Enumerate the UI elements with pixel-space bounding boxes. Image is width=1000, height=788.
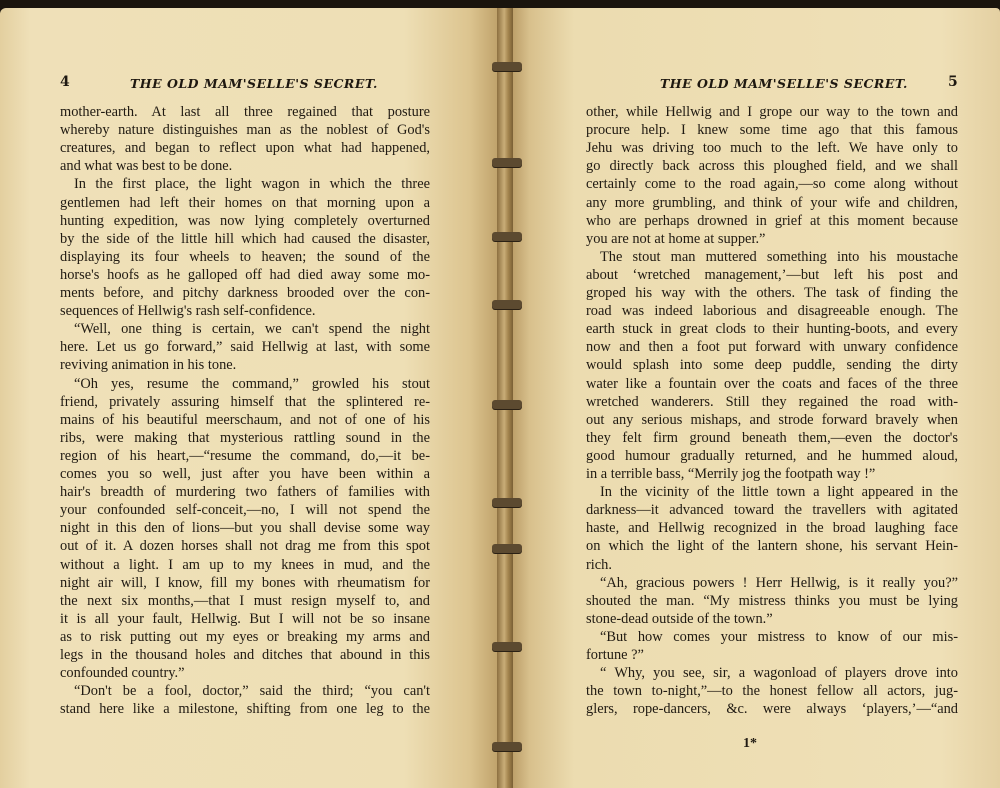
text-line: the town to-night,”—to the honest fellow all actors, jug- [586,683,958,700]
text-line: night air will, I know, fill my bones with rheumatism for [60,574,430,591]
text-line: In the first place, the light wagon in which the three [74,176,430,193]
text-line: out any serious mishaps, and strode forward bravely when [586,411,958,428]
binding-stitch [492,300,522,309]
binding-stitch [492,62,522,71]
text-line: now and then a foot put forward with unwary confidence [586,339,958,356]
text-line: gentlemen had left their homes on that morning upon a [60,194,430,211]
text-line: Jehu was driving too much to the left. We have only to [586,140,958,157]
text-line: “Oh yes, resume the command,” growled his stout [74,375,430,392]
text-line: reviving animation in his tone. [60,357,237,374]
text-line: stone-dead outside of the town.” [586,610,773,627]
text-line: “Ah, gracious powers ! Herr Hellwig, is it really you?” [600,574,958,591]
text-line: out of it. A dozen horses shall not drag me from this spot [60,538,430,555]
text-line: sequences of Hellwig's rash self-confidence. [60,303,316,320]
left-page-number: 4 [60,74,70,90]
text-line: wretched wanderers. Still they regained the road with- [586,393,958,410]
text-line: fortune ?” [586,647,644,663]
text-line: friend, privately assuring himself that the splintered re- [60,393,430,410]
text-line: good humour gradually returned, and he hummed aloud, [586,447,958,464]
text-line: legs in the thousand holes and ditches that abound in this [60,647,430,663]
left-running-head: THE OLD MAM'SELLE'S SECRET. [130,76,378,91]
text-line: as to risk putting out my eyes or breaking my arms and [60,628,430,645]
text-line: region of his heart,—“resume the command, do,—it be- [60,447,430,464]
text-line: night in this den of lions—but you shall devise some way [60,520,430,537]
text-line: creatures, and began to reflect upon what had happened, [60,140,430,157]
text-line: rich. [586,556,612,573]
text-line: water like a fountain over the coats and faces of the three [586,375,958,392]
signature-mark: 1* [743,736,757,751]
text-line: mains of his beautiful meerschaum, and not of one of his [60,411,430,428]
text-line: the next six months,—that I must resign myself to, and [60,592,430,609]
text-line: and what was best to be done. [60,158,233,175]
text-line: here. Let us go forward,” said Hellwig at last, with some [60,339,430,356]
text-line: mother-earth. At last all three regained that posture [60,104,430,120]
right-page-number: 5 [948,74,958,90]
text-line: in a terrible bass, “Merrily jog the footpath way !” [586,466,876,482]
text-line: ribs, were making that mysterious rattling sound in the [60,429,430,446]
text-line: “ Why, you see, sir, a wagonload of players drove into [600,665,958,682]
text-line: In the vicinity of the little town a light appeared in the [600,484,958,501]
binding-stitch [492,400,522,409]
text-line: about ‘wretched management,’—but left his post and [586,266,958,283]
text-line: road was indeed laborious and disagreeable enough. The [586,303,958,320]
text-line: who are perhaps drowned in grief at this moment because [586,212,958,229]
right-running-head: THE OLD MAM'SELLE'S SECRET. [660,76,908,91]
text-line: earth stuck in great clods to their hunting-boots, and every [586,321,958,338]
text-line: by the side of the little hill which had caused the disaster, [60,230,430,247]
binding-stitch [492,642,522,651]
text-line: darkness—it advanced toward the travellers with agitated [586,502,958,519]
text-line: confounded country.” [60,665,185,682]
text-line: groped his way with the others. The task of finding the [586,285,958,301]
text-line: other, while Hellwig and I grope our way to the town and [586,104,958,120]
text-line: you are not at home at supper.” [586,230,766,247]
text-line: “Don't be a fool, doctor,” said the third; “you can't [74,683,430,700]
binding-stitch [492,544,522,553]
text-line: hair's breadth of murdering two fathers of families with [60,484,430,501]
text-line: shouted the man. “My mistress thinks you must be lying [586,592,958,609]
text-line: without a light. I am up to my knees in mud, and the [60,556,430,573]
text-line: stand here like a milestone, shifting from one leg to the [60,701,430,718]
text-line: procure help. I knew some time ago that this famous [586,122,958,139]
text-line: ments before, and pitchy darkness brooded over the con- [60,285,430,301]
text-line: hunting expedition, was now lying completely overturned [60,212,430,229]
text-line: displaying its four wheels to heaven; the sound of the [60,248,430,265]
binding-stitch [492,498,522,507]
text-line: they felt firm ground beneath them,—even the doctor's [586,429,958,446]
text-line: certainly come to the road again,—so come along without [586,176,958,193]
text-line: on which the light of the lantern shone, his servant Hein- [586,538,958,555]
text-line: your confounded self-conceit,—no, I will not spend the [60,502,430,519]
text-line: The stout man muttered something into his moustache [600,248,958,265]
text-line: glers, rope-dancers, &c. were always ‘players,’—“and [586,701,958,718]
text-line: would splash into some deep puddle, sending the dirty [586,357,958,374]
binding-stitch [492,232,522,241]
text-line: it is all your fault, Hellwig. But I will not be so insane [60,610,430,627]
binding-stitch [492,742,522,751]
text-line: comes you so well, just after you have been within a [60,466,430,482]
text-line: haste, and Hellwig recognized in the broad laughing face [586,520,958,537]
book-spine [497,8,513,788]
text-line: “Well, one thing is certain, we can't spend the night [74,321,430,338]
binding-stitch [492,158,522,167]
text-line: any more grumbling, and think of your wife and children, [586,194,958,211]
text-line: whereby nature distinguishes man as the noblest of God's [60,122,430,139]
text-line: “But how comes your mistress to know of our mis- [600,628,958,645]
text-line: go directly back across this ploughed field, and we shall [586,158,958,175]
text-line: horse's hoofs as he galloped off had died away some mo- [60,266,430,283]
